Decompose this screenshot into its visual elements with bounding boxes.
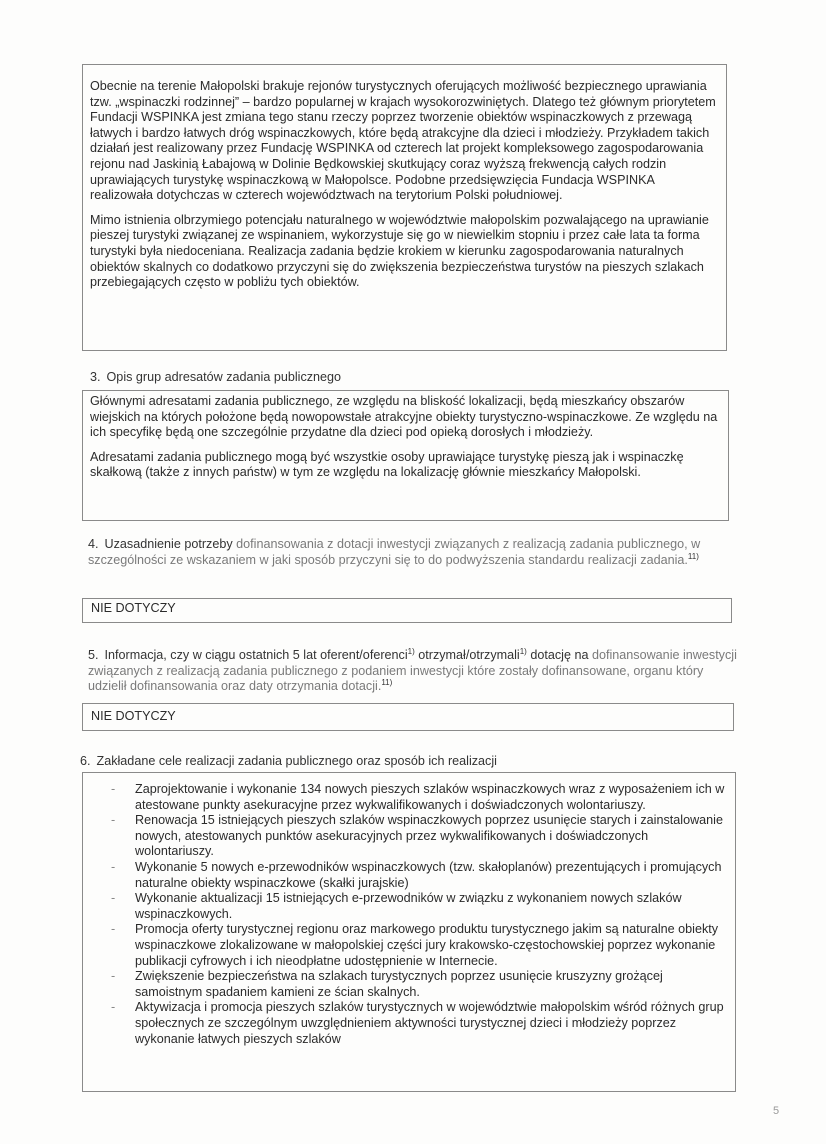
section-6-number: 6.: [80, 754, 91, 768]
bullet-dash-icon: -: [111, 813, 116, 828]
target-groups-paragraph-1: Głównymi adresatami zadania publicznego, ze względu na bliskość lokalizacji, będą mieszkańcy obszarów wiejskich na których położone będą nowopowstałe atrakcyjne obiekty turystyczno-wspinaczkowe. Ze względu na ich specyfikę będą one szczególnie przydatne dla dzieci pod opieką dorosłych i młodzieży.: [90, 394, 718, 440]
target-groups-box: [82, 390, 729, 521]
section-4-number: 4.: [88, 537, 99, 551]
list-item: - Aktywizacja i promocja pieszych szlaków turystycznych w województwie małopolskim wśród różnych grup społecznych ze szczególnym uwzględnieniem aktywności turystycznej dzieci i młodzieży poprzez wykonanie łatwych pieszych szlaków: [111, 1000, 724, 1046]
section-4-description: dofinansowania z dotacji inwestycji związanych z realizacją zadania publicznego, w szczególności ze wskazaniem w jaki sposób przyczyni się to do podwyższenia standardu realizacji zadania.: [88, 537, 701, 567]
bullet-dash-icon: -: [111, 891, 116, 906]
section-4-footnote: 11): [687, 551, 699, 561]
list-item: - Promocja oferty turystycznej regionu oraz markowego produktu turystycznego jakim są naturalne obiekty wspinaczkowe zlokalizowane w małopolskiej części jury krakowsko-częstochowskiej poprzez wykonanie publikacji cyfrowych i ich nieodpłatne udostępnienie w Internecie.: [111, 922, 719, 968]
background-text-box: [82, 64, 727, 351]
goals-box: [82, 772, 736, 1092]
list-item: - Wykonanie 5 nowych e-przewodników wspinaczkowych (tzw. skałoplanów) prezentujących i promujących naturalne obiekty wspinaczkowe (skałki jurajskie): [111, 859, 722, 890]
section-5-footnote-2: 1): [519, 646, 527, 656]
section-6-title: Zakładane cele realizacji zadania publicznego oraz sposób ich realizacji: [96, 754, 497, 768]
list-item: - Renowacja 15 istniejących pieszych szlaków wspinaczkowych poprzez usunięcie starych i zainstalowanie nowych, atestowanych punktów asekuracyjnych przez wykwalifikowanych i doświadczonych wolontariuszy.: [111, 813, 723, 859]
bullet-dash-icon: -: [111, 859, 116, 874]
page-number: 5: [773, 1105, 780, 1117]
background-paragraph-1: Obecnie na terenie Małopolski brakuje rejonów turystycznych oferujących możliwość bezpiecznego uprawiania tzw. „wspinaczki rodzinnej” – bardzo popularnej w krajach wysokorozwiniętych. Dlatego też głównym priorytetem Fundacji WSPINKA jest zmiana tego stanu rzeczy poprzez tworzenie obiektów wspinaczkowych z przewagą łatwych i bardzo łatwych dróg wspinaczkowych, które będą atrakcyjne dla dzieci i młodzieży. Przykładem takich działań jest realizowany przez Fundację WSPINKA od czterech lat projekt kompleksowego zagospodarowania rejonu nad Jaskinią Łabajową w Dolinie Będkowskiej skutkujący coraz wyższą frekwencją całych rodzin uprawiających turystykę wspinaczkową w Małopolsce. Podobne przedsięwzięcia Fundacja WSPINKA realizowała dotychczas w czterech województwach na terytorium Polski południowej.: [90, 79, 716, 203]
target-groups-paragraph-2: Adresatami zadania publicznego mogą być wszystkie osoby uprawiające turystykę pieszą jak i wspinaczkę skałkową (także z innych państw) w tym ze względu na lokalizację głównie mieszkańcy Małopolski.: [90, 449, 684, 480]
bullet-dash-icon: -: [111, 969, 116, 984]
bullet-dash-icon: -: [111, 782, 116, 796]
list-item: - Zaprojektowanie i wykonanie 134 nowych pieszych szlaków wspinaczkowych wraz z wyposażeniem ich w atestowane punkty asekuracyjne przez wykwalifikowanych i doświadczonych wolontariuszy.: [111, 782, 725, 812]
bullet-dash-icon: -: [111, 922, 116, 937]
section-6-heading: [80, 754, 497, 770]
section-5-title-a: Informacja, czy w ciągu ostatnich 5 lat oferent/oferenci: [104, 648, 408, 662]
section-4-heading: [88, 537, 738, 568]
section-5-footnote-3: 11): [381, 678, 393, 687]
section-3-title: Opis grup adresatów zadania publicznego: [106, 370, 342, 384]
section-4-answer-box: [82, 598, 732, 623]
section-5-title-c: dotację na: [530, 648, 589, 662]
section-5-number: 5.: [88, 648, 99, 662]
list-item: - Zwiększenie bezpieczeństwa na szlakach turystycznych poprzez usunięcie kruszyzny grożącej samoistnym spadaniem kamieni ze ścian skalnych.: [111, 969, 663, 999]
section-3-heading: [90, 370, 341, 386]
section-5-footnote-1: 1): [407, 646, 415, 656]
section-4-title: Uzasadnienie potrzeby: [104, 537, 233, 551]
background-paragraph-2: Mimo istnienia olbrzymiego potencjału naturalnego w województwie małopolskim pozwalającego na uprawianie pieszej turystyki związanej ze wspinaniem, wykorzystuje się go w niewielkim stopniu i przez całe lata ta forma turystyki była niedoceniana. Realizacja zadania będzie krokiem w kierunku zagospodarowania naturalnych obiektów skalnych co dodatkowo przyczyni się do zwiększenia bezpieczeństwa turystów na pieszych szlakach przebiegających często w pobliżu tych obiektów.: [90, 212, 709, 290]
bullet-dash-icon: -: [111, 1000, 116, 1015]
section-5-title-b: otrzymał/otrzymali: [418, 648, 520, 662]
section-5-answer-box: [82, 703, 734, 731]
section-5-description: dofinansowanie inwestycji związanych z realizacją zadania publicznego z podaniem inwestycji które zostały dofinansowane, organu który udzielił dofinansowania oraz daty otrzymania dotacji.: [88, 648, 737, 694]
goals-list: [93, 782, 727, 1047]
section-5-heading: [88, 648, 738, 695]
section-4-answer: NIE DOTYCZY: [91, 601, 176, 615]
list-item: - Wykonanie aktualizacji 15 istniejących e-przewodników w związku z wykonaniem nowych szlaków wspinaczkowych.: [111, 891, 682, 921]
section-5-answer: NIE DOTYCZY: [91, 709, 176, 723]
section-3-number: 3.: [90, 370, 101, 384]
